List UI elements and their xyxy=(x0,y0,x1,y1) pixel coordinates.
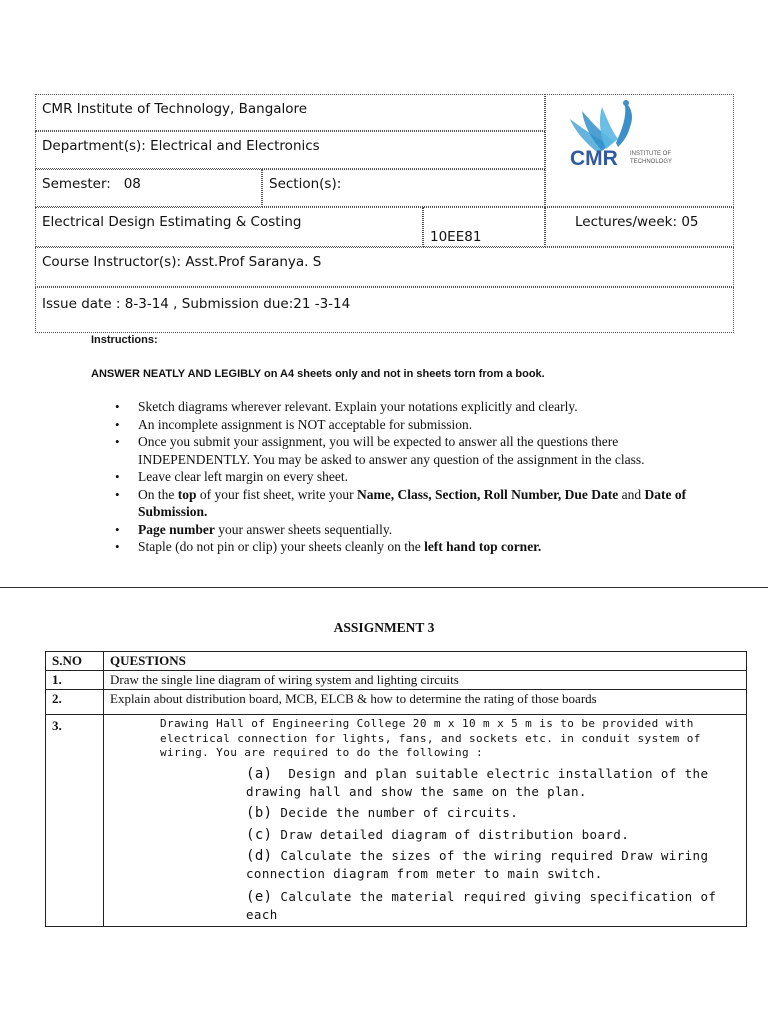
department-cell xyxy=(35,131,545,169)
logo-line1: INSTITUTE OF xyxy=(630,151,671,157)
assignment-title: ASSIGNMENT 3 xyxy=(333,620,435,635)
list-item: • Leave clear left margin on every sheet. xyxy=(110,468,700,486)
table-row: 1. Draw the single line diagram of wiring system and lighting circuits xyxy=(46,671,747,690)
list-item: • On the top of your fist sheet, write your Name, Class, Section, Roll Number, Due Date and Date of Submission. xyxy=(110,486,700,521)
list-item: • Page number your answer sheets sequentially. xyxy=(110,521,700,539)
course-code-cell xyxy=(423,207,545,247)
questions-table xyxy=(45,651,747,927)
instructions-headline: ANSWER NEATLY AND LEGIBLY on A4 sheets only and not in sheets torn from a book. xyxy=(91,368,545,380)
semester-cell xyxy=(35,169,262,207)
instructor-cell xyxy=(35,247,734,287)
swan-icon xyxy=(570,100,632,153)
instructions-title: Instructions: xyxy=(91,334,158,346)
col-questions: QUESTIONS xyxy=(104,652,747,671)
question-part-b: (b) Decide the number of circuits. xyxy=(246,804,519,821)
lectures-cell xyxy=(545,207,734,247)
question-part-a: (a) Design and plan suitable electric installation of the drawing hall and show the same on the plan. xyxy=(246,765,717,799)
course-cell xyxy=(35,207,423,247)
instructions-list xyxy=(110,398,700,556)
table-row: 3. Drawing Hall of Engineering College 20 m x 10 m x 5 m is to be provided with electrical connection for lights, fans, and sockets etc. in conduit system of wiring. You are required to do the following : (a) Design and plan suitable electric installation of the drawing hall and show the same on the plan. (b) Decide the number of circuits. (c) Draw detailed diagram of distribution board. (d) Calculate the sizes of the wiring required Draw wiring connection diagram from meter to main switch. (e) Calculate the material required giving specification of each xyxy=(46,715,747,927)
issue-date: Issue date : 8-3-14 , Submission due:21 -3-14 xyxy=(42,296,351,312)
institute-name: CMR Institute of Technology, Bangalore xyxy=(42,101,308,117)
list-item: • Sketch diagrams wherever relevant. Explain your notations explicitly and clearly. xyxy=(110,398,700,416)
department: Department(s): Electrical and Electronics xyxy=(42,138,320,154)
course-code: 10EE81 xyxy=(430,229,482,245)
course-instructor: Course Instructor(s): Asst.Prof Saranya. S xyxy=(42,254,322,270)
header-table xyxy=(35,94,734,333)
col-sno: S.NO xyxy=(46,652,104,671)
divider xyxy=(0,587,768,588)
table-header-row xyxy=(46,652,747,671)
logo-line2: TECHNOLOGY xyxy=(630,159,673,165)
question-3-text: Drawing Hall of Engineering College 20 m x 10 m x 5 m is to be provided with electrical connection for lights, fans, and sockets etc. in conduit system of wiring. You are required to do the following : xyxy=(160,717,701,759)
list-item: • An incomplete assignment is NOT acceptable for submission. xyxy=(110,416,700,434)
section: Section(s): xyxy=(269,176,342,192)
logo-cell xyxy=(545,94,734,207)
list-item: • Staple (do not pin or clip) your sheets cleanly on the left hand top corner. xyxy=(110,538,700,556)
issue-cell xyxy=(35,287,734,333)
cmr-logo xyxy=(546,95,735,208)
question-part-e: (e) Calculate the material required giving specification of each xyxy=(246,888,725,922)
course-title: Electrical Design Estimating & Costing xyxy=(42,214,302,230)
list-item: • Once you submit your assignment, you will be expected to answer all the questions there INDEPENDENTLY. You may be asked to answer any question of the assignment in the class. xyxy=(110,433,700,468)
table-row: 2. Explain about distribution board, MCB, ELCB & how to determine the rating of those boards xyxy=(46,690,747,715)
section-cell xyxy=(262,169,545,207)
question-part-d: (d) Calculate the sizes of the wiring required Draw wiring connection diagram from meter to main switch. xyxy=(246,847,717,881)
lectures-per-week: Lectures/week: 05 xyxy=(575,214,699,230)
semester: Semester: 08 xyxy=(42,176,141,192)
logo-mark: CMR xyxy=(570,147,618,170)
question-part-c: (c) Draw detailed diagram of distribution board. xyxy=(246,827,630,843)
institute-cell xyxy=(35,94,545,131)
